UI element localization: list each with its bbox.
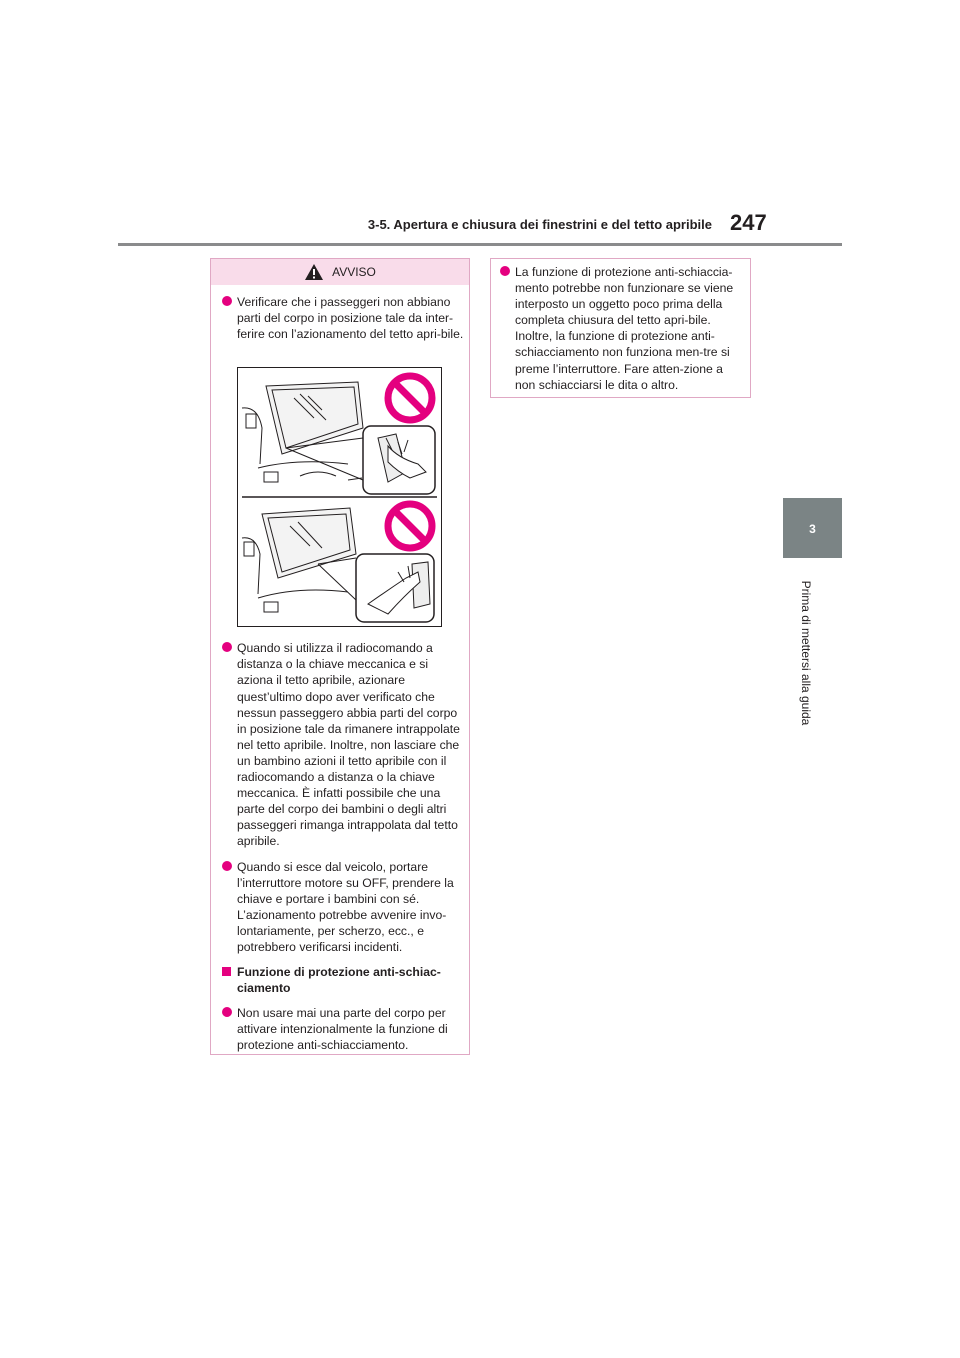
prohibited-icon-top xyxy=(388,376,432,420)
warning-title: AVVISO xyxy=(332,265,376,279)
warning-item: Verificare che i passeggeri non abbiano parti del corpo in posizione tale da inter-ferire con l’azionamento del tetto apri-bile. xyxy=(219,294,467,342)
bullet-icon xyxy=(222,642,232,652)
bullet-icon xyxy=(222,296,232,306)
hand-inset-bottom xyxy=(356,554,434,622)
prohibited-icon-bottom xyxy=(388,504,432,548)
chapter-side-label xyxy=(799,569,813,737)
sunroof-scene-top xyxy=(242,382,363,482)
warning-header xyxy=(211,259,469,285)
continuation-box xyxy=(490,258,751,398)
continuation-item: La funzione di protezione anti-schiaccia-mento potrebbe non funzionare se viene interposto un oggetto poco prima della completa chiusura del tetto apri-bile. Inoltre, la funzione di protezione anti-schiacciamento non funziona men-tre si preme l’interruttore. Fare atten-zione a non schiacciarsi le dita o altro. xyxy=(497,264,742,393)
header-divider xyxy=(118,243,842,246)
section-title: 3-5. Apertura e chiusura dei finestrini e del tetto apribile xyxy=(367,217,712,232)
square-bullet-icon xyxy=(222,967,231,976)
warning-triangle-icon xyxy=(304,263,324,281)
warning-item: Non usare mai una parte del corpo per attivare intenzionalmente la funzione di protezione anti-schiacciamento. xyxy=(219,1005,467,1053)
warning-item: Quando si utilizza il radiocomando a distanza o la chiave meccanica e si aziona il tetto apribile, azionare quest’ultimo dopo aver verificato che nessun passeggero abbia parti del corpo in posizione tale da rimanere intrappolate nel tetto apribile. Inoltre, non lasciare che un bambino azioni il tetto apribile con il radiocomando a distanza o la chiave meccanica. È infatti possibile che una parte del corpo dei bambini o degli altri passeggeri rimanga intrappolata dal tetto apribile. xyxy=(219,640,467,849)
chapter-title: Prima di mettersi alla guida xyxy=(799,580,813,726)
sunroof-warning-illustration xyxy=(237,367,442,627)
hand-inset-top xyxy=(363,426,435,494)
bullet-icon xyxy=(222,1007,232,1017)
bullet-icon xyxy=(222,861,232,871)
bullet-icon xyxy=(500,266,510,276)
subheading: Funzione di protezione anti-schiac-ciamento xyxy=(219,964,467,996)
sunroof-scene-bottom xyxy=(242,508,356,612)
warning-item: Quando si esce dal veicolo, portare l’interruttore motore su OFF, prendere la chiave e portare i bambini con sé. L’azionamento potrebbe avvenire invo-lontariamente, per scherzo, ecc., e potrebbero verificarsi incidenti. xyxy=(219,859,467,956)
chapter-tab: 3 xyxy=(783,498,842,558)
page-number: 247 xyxy=(730,210,767,235)
